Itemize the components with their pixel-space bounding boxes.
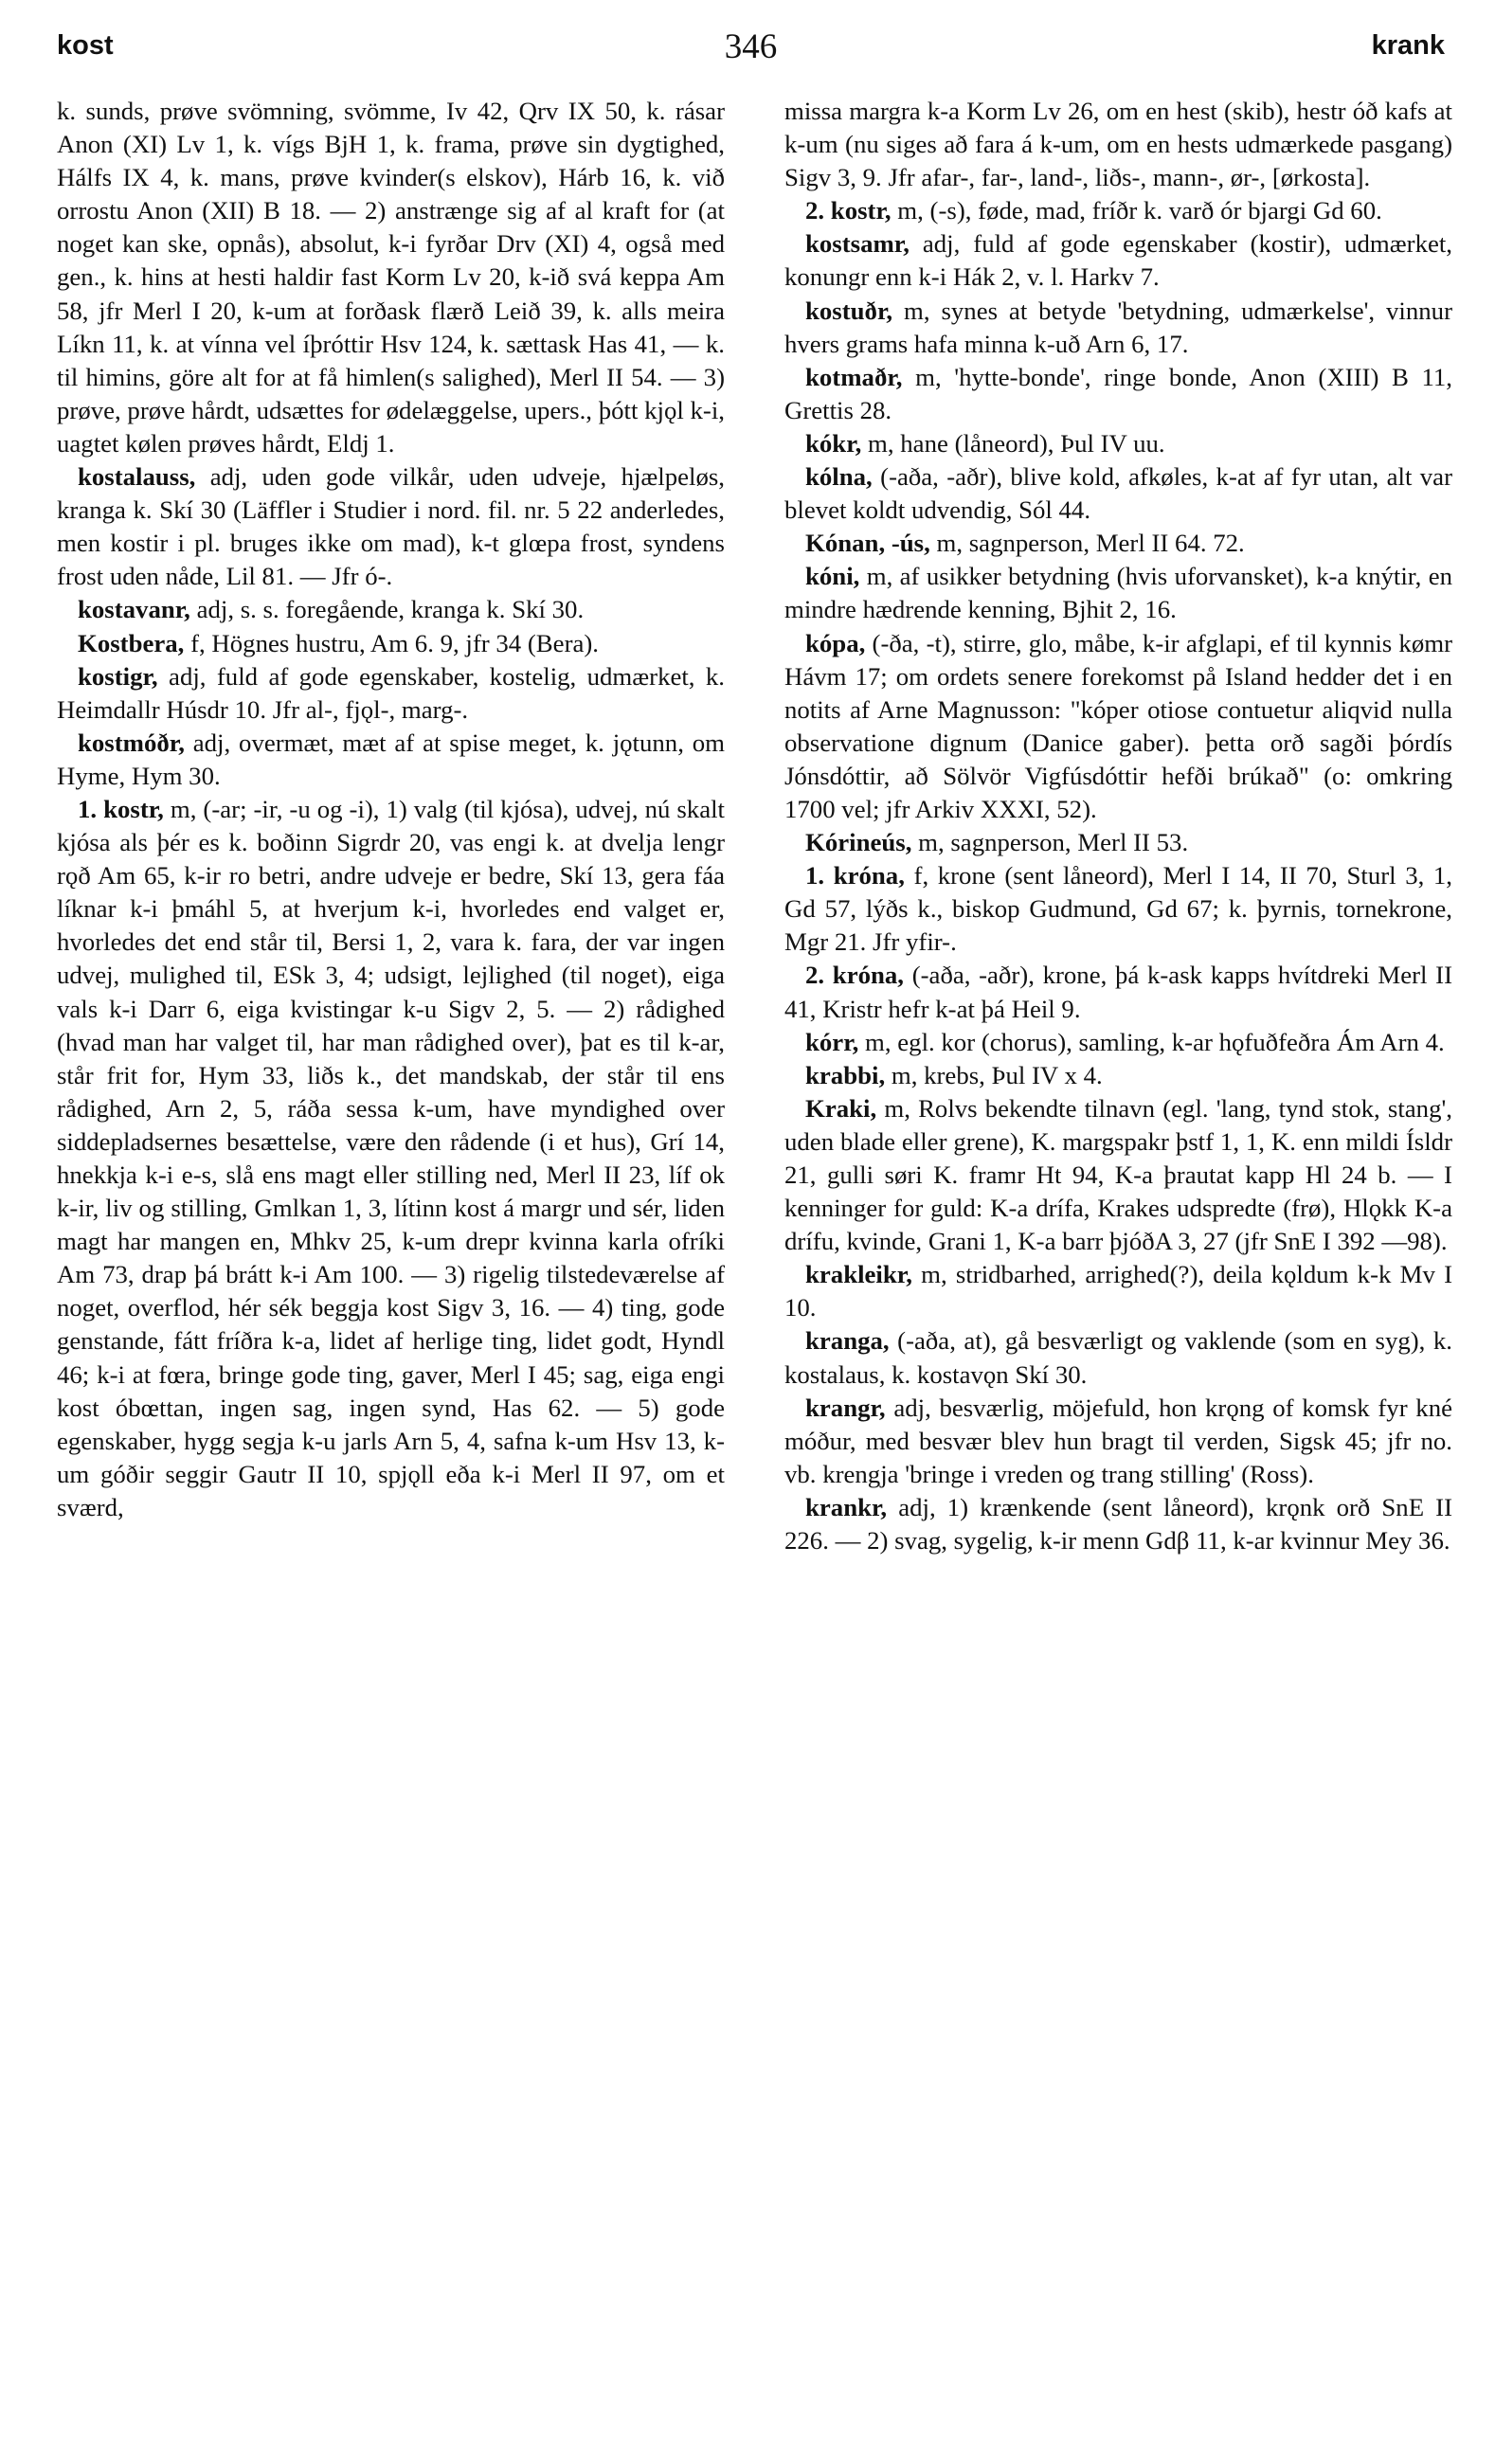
entry-body: m, (-ar; -ir, -u og -i), 1) valg (til kjósa), udvej, nú skalt kjósa als þér es k. boðinn Sigrdr 20, vas engi k. at dvelja lengr rǫð Am 65, k-ir ro betri, andre udveje er bedre, Skí 13, gera fáa líknar k-i þmáhl 5, at hverjum k-i, hvorledes end valget er, hvorledes det end står til, Bersi 1, 2, vara k. fara, der var ingen udvej, mulighed til, ESk 3, 4; udsigt, lejlighed (til noget), eiga vals k-i Darr 6, eiga kvistingar k-u Sigv 2, 5. — 2) rådighed (hvad man har valget til, har man rådighed over), þat es til k-ar, står frit for, Hym 33, liðs k., det mandskab, der står til ens rådighed, Arn 2, 5, ráða sessa k-um, have myndighed over siddepladsernes besættelse, være den rådende (i et hus), Grí 14, hnekkja k-i e-s, slå ens magt eller stilling ned, Merl II 23, líf ok k-ir, liv og stilling, Gmlkan 1, 3, lítinn kost á margr und sér, liden magt har mangen en, Mhkv 25, k-um drepr kvinna karla ofríki Am 73, drap þá brátt k-i Am 100. — 3) rigelig tilstedeværelse af noget, overflod, hér sék beggja kost Sigv 3, 16. — 4) ting, gode genstande, fátt fríðra k-a, lidet af herlige ting, lidet godt, Hyndl 46; k-i at fœra, bringe gode ting, gaver, Merl I 45; sag, eiga engi kost óbœttan, ingen sag, ingen synd, Has 62. — 5) gode egenskaber, hygg segja k-u jarls Arn 5, 4, safna k-um Hsv 13, k-um góðir seggir Gautr II 10, spjǫll eða k-i Merl II 97, om et sværd, bbox=[57, 794, 725, 1521]
entry-headword: kostmóðr, bbox=[78, 728, 185, 757]
entry-headword: kostuðr, bbox=[805, 296, 893, 325]
dictionary-entry bbox=[784, 1026, 1452, 1059]
entry-body: m, 'hytte-bonde', ringe bonde, Anon (XIII) B 11, Grettis 28. bbox=[784, 362, 1452, 424]
entry-headword: kórr, bbox=[805, 1027, 859, 1056]
entry-body: m, af usikker betydning (hvis uforvansket), k-a knýtir, en mindre hædrende kenning, Bjhit 2, 16. bbox=[784, 562, 1452, 624]
entry-body: adj, uden gode vilkår, uden udveje, hjælpeløs, kranga k. Skí 30 (Läffler i Studier i nord. fil. nr. 5 22 anderledes, men kostir i pl. bruges ikke om mad), k-t glœpa frost, syndens frost uden nåde, Lil 81. — Jfr ó-. bbox=[57, 462, 725, 591]
dictionary-entry bbox=[784, 560, 1452, 626]
entry-body: adj, besværlig, möjefuld, hon krǫng of komsk fyr kné móður, med besvær blev hun bragt til verden, Sigsk 45; jfr no. vb. krengja 'bringe i vreden og trang stilling' (Ross). bbox=[784, 1393, 1452, 1488]
dictionary-entry bbox=[57, 460, 725, 593]
dictionary-entry bbox=[57, 627, 725, 660]
dictionary-entry bbox=[784, 295, 1452, 361]
right-running-headword: krank bbox=[1371, 30, 1445, 61]
entry-body: m, krebs, Þul IV x 4. bbox=[891, 1060, 1103, 1089]
entry-headword: Kónan, -ús, bbox=[805, 529, 930, 558]
entry-body: m, stridbarhed, arrighed(?), deila kǫldum k-k Mv I 10. bbox=[784, 1260, 1452, 1322]
entry-headword: 2. kostr, bbox=[805, 196, 892, 225]
dictionary-entry bbox=[57, 793, 725, 1524]
dictionary-entry bbox=[784, 460, 1452, 527]
entry-body: adj, s. s. foregående, kranga k. Skí 30. bbox=[196, 595, 585, 624]
entry-headword: kólna, bbox=[805, 462, 873, 492]
dictionary-entry bbox=[784, 859, 1452, 959]
dictionary-entry bbox=[57, 95, 725, 460]
entry-body: adj, 1) krænkende (sent låneord), krǫnk orð SnE II 226. — 2) svag, sygelig, k-ir menn Gdβ 11, k-ar kvinnur Mey 36. bbox=[784, 1492, 1452, 1556]
entry-body: m, sagnperson, Merl II 64. 72. bbox=[936, 529, 1245, 558]
dictionary-entry bbox=[784, 361, 1452, 427]
entry-headword: Kórineús, bbox=[805, 828, 912, 857]
dictionary-entry bbox=[784, 959, 1452, 1025]
entry-body: adj, fuld af gode egenskaber, kostelig, udmærket, k. Heimdallr Húsdr 10. Jfr al-, fjǫl-, marg-. bbox=[57, 661, 726, 724]
left-running-headword: kost bbox=[57, 30, 114, 61]
entry-body: (-ða, -t), stirre, glo, måbe, k-ir afglapi, ef til kynnis kømr Hávm 17; om ordets senere forekomst på Island hedder det i en notits af Arne Magnusson: "kóper otiose contuetur aliqvid nulla observatione dignum (Danice gaber). þetta orð sagði þórdís Jónsdóttir, að Sölvör Vigfúsdóttir hefði brúkað" (o: omkring 1700 vel; jfr Arkiv XXXI, 52). bbox=[784, 628, 1452, 823]
entry-headword: krankr, bbox=[805, 1492, 888, 1521]
entry-body: f, krone (sent låneord), Merl I 14, II 70, Sturl 3, 1, Gd 57, lýðs k., biskop Gudmund, Gd 67; k. þyrnis, tornekrone, Mgr 21. Jfr yfir-. bbox=[784, 861, 1452, 957]
entry-body: k. sunds, prøve svömning, svömme, Iv 42, Qrv IX 50, k. rásar Anon (XI) Lv 1, k. vígs BjH 1, k. frama, prøve sin dygtighed, Hálfs IX 4, k. mans, prøve kvinder(s elskov), Hárb 16, k. við orrostu Anon (XII) B 18. — 2) anstrænge sig af al kraft for (at noget kan ske, opnås), absolut, k-i fyrðar Drv (XI) 4, også med gen., k. hins at hesti haldir fast Korm Lv 20, k-ið svá keppa Am 58, jfr Merl I 20, k-um at forðask flærð Leið 39, k. alls meira Líkn 11, k. at vínna vel íþróttir Hsv 124, k. sættask Has 41, — k. til himins, göre alt for at få himlen(s salighed), Merl II 54. — 3) prøve, prøve hårdt, udsættes for ødelæggelse, upers., þótt kjǫl k-i, uagtet kølen prøves hårdt, Eldj 1. bbox=[57, 97, 725, 458]
dictionary-entry bbox=[784, 527, 1452, 560]
entry-body: (-aða, -aðr), krone, þá k-ask kapps hvítdreki Merl II 41, Kristr hefr k-at þá Heil 9. bbox=[784, 961, 1452, 1023]
dictionary-entry bbox=[57, 593, 725, 626]
dictionary-entry bbox=[784, 194, 1452, 227]
dictionary-entry bbox=[784, 826, 1452, 859]
entry-headword: kostsamr, bbox=[805, 229, 910, 259]
dictionary-entry bbox=[57, 727, 725, 793]
right-column bbox=[784, 95, 1452, 1557]
dictionary-entry bbox=[784, 95, 1452, 194]
entry-body: m, synes at betyde 'betydning, udmærkelse', vinnur hvers grams hafa minna k-uð Arn 6, 17. bbox=[784, 296, 1453, 358]
entry-headword: krabbi, bbox=[805, 1060, 886, 1089]
entry-headword: kostigr, bbox=[78, 661, 158, 691]
entry-headword: 1. kostr, bbox=[78, 794, 164, 823]
entry-body: adj, overmæt, mæt af at spise meget, k. jǫtunn, om Hyme, Hym 30. bbox=[57, 728, 725, 790]
dictionary-entry bbox=[784, 227, 1452, 294]
entry-headword: kóni, bbox=[805, 562, 860, 591]
entry-headword: kranga, bbox=[805, 1326, 890, 1356]
entry-body: adj, fuld af gode egenskaber (kostir), udmærket, konungr enn k-i Hák 2, v. l. Harkv 7. bbox=[784, 229, 1453, 292]
dictionary-entry bbox=[784, 1392, 1452, 1491]
dictionary-entry bbox=[784, 627, 1452, 827]
entry-body: missa margra k-a Korm Lv 26, om en hest (skib), hestr óð kafs at k-um (nu siges að fara á k-um, om en hests udmærkede pasgang) Sigv 3, 9. Jfr afar-, far-, land-, liðs-, mann-, ør-, [ørkosta]. bbox=[784, 97, 1452, 192]
entry-headword: krangr, bbox=[805, 1393, 886, 1422]
entry-body: m, sagnperson, Merl II 53. bbox=[918, 828, 1189, 857]
dictionary-entry bbox=[784, 1092, 1452, 1258]
entry-body: m, (-s), føde, mad, fríðr k. varð ór bjargi Gd 60. bbox=[897, 196, 1382, 225]
dictionary-entry bbox=[784, 427, 1452, 460]
entry-headword: Kostbera, bbox=[78, 628, 185, 657]
entry-headword: kópa, bbox=[805, 628, 866, 657]
dictionary-entry bbox=[784, 1324, 1452, 1391]
entry-body: m, egl. kor (chorus), samling, k-ar hǫfuðfeðra Ám Arn 4. bbox=[865, 1027, 1445, 1056]
entry-body: f, Högnes hustru, Am 6. 9, jfr 34 (Bera). bbox=[190, 628, 600, 657]
entry-body: m, hane (låneord), Þul IV uu. bbox=[868, 428, 1165, 458]
entry-body: (-aða, -aðr), blive kold, afkøles, k-at af fyr utan, alt var blevet koldt udvendig, Sól 44. bbox=[784, 462, 1453, 525]
entry-body: m, Rolvs bekendte tilnavn (egl. 'lang, tynd stok, stang', uden blade eller grene), K. margspakr þstf 1, 1, K. enn mildi Ísldr 21, gulli søri K. framr Ht 94, K-a þrautat kapp Hl 24 b. — I kenninger for guld: K-a drífa, Krakes udspredte (frø), Hlǫkk K-a drífu, kvinde, Grani 1, K-a barr þjóðA 3, 27 (jfr SnE I 392 —98). bbox=[784, 1093, 1453, 1256]
entry-headword: 2. króna, bbox=[805, 961, 904, 990]
dictionary-entry bbox=[784, 1491, 1452, 1557]
entry-headword: 1. króna, bbox=[805, 861, 905, 890]
dictionary-entry bbox=[57, 660, 725, 727]
entry-headword: Kraki, bbox=[805, 1093, 877, 1123]
entry-headword: kókr, bbox=[805, 428, 862, 458]
page-number: 346 bbox=[724, 27, 778, 66]
entry-headword: krakleikr, bbox=[805, 1260, 912, 1289]
left-column bbox=[57, 95, 725, 1524]
entry-headword: kostavanr, bbox=[78, 595, 190, 624]
entry-body: (-aða, at), gå besværligt og vaklende (som en syg), k. kostalaus, k. kostavǫn Skí 30. bbox=[784, 1326, 1452, 1389]
dictionary-entry bbox=[784, 1059, 1452, 1092]
entry-headword: kostalauss, bbox=[78, 462, 196, 492]
entry-headword: kotmaðr, bbox=[805, 362, 903, 391]
dictionary-entry bbox=[784, 1258, 1452, 1324]
page-header bbox=[57, 27, 1445, 83]
